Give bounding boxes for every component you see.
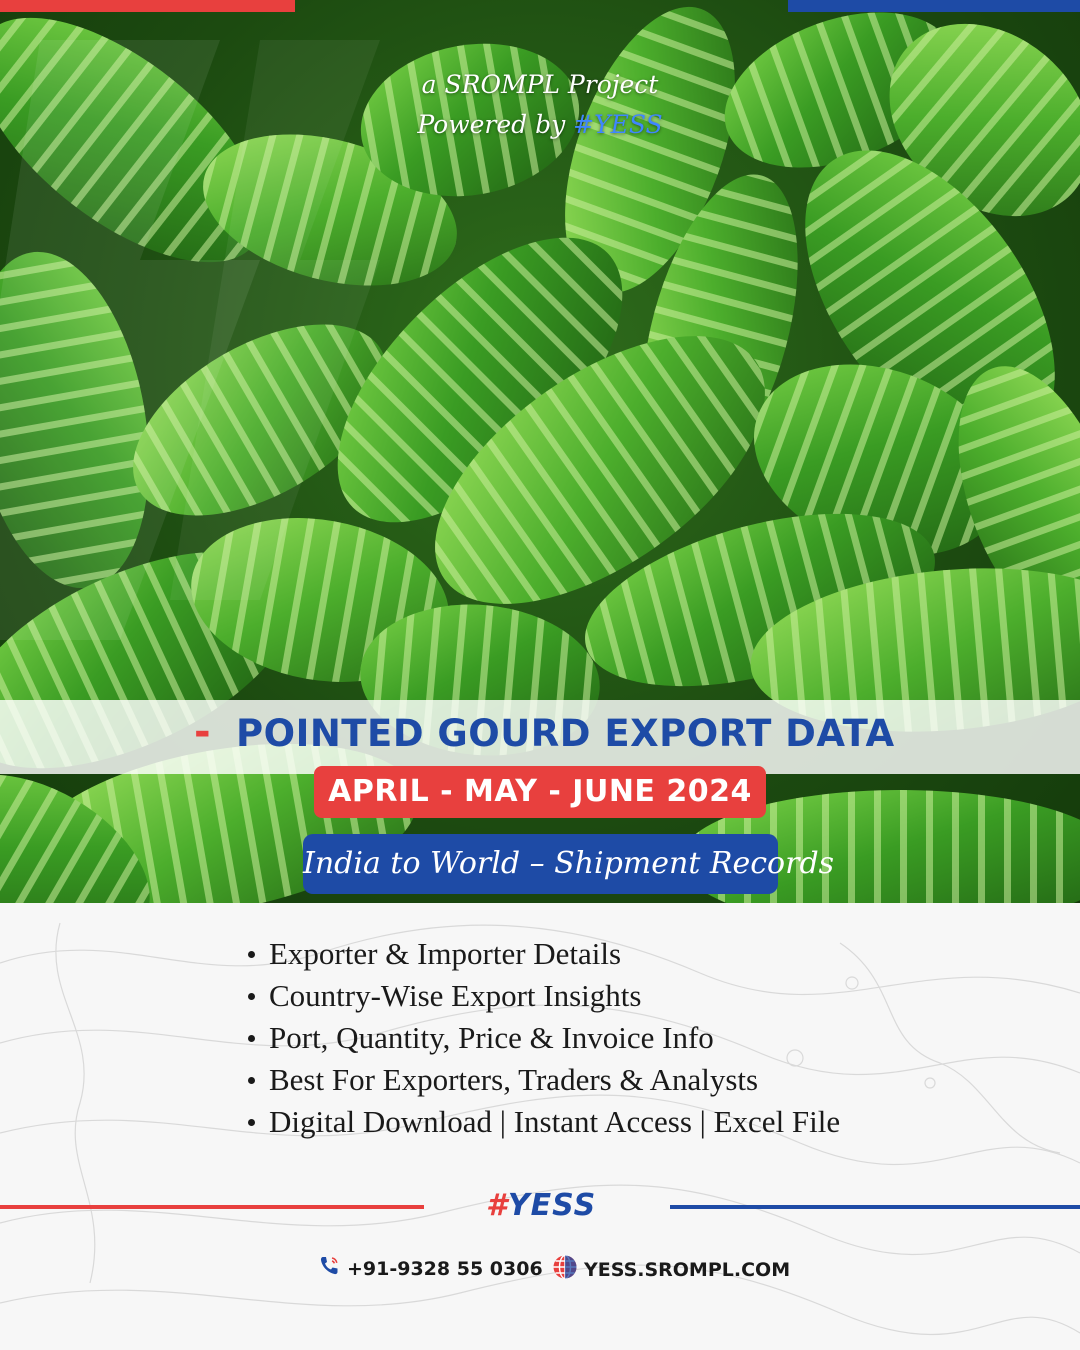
feature-item [248, 933, 840, 975]
feature-item [248, 1059, 840, 1101]
powered-by-label: Powered by [417, 110, 574, 139]
subtitle-badge: India to World – Shipment Records [303, 834, 778, 894]
bullet-icon [248, 1035, 255, 1042]
brand-hash: # [486, 1188, 508, 1223]
feature-text: Digital Download | Instant Access | Excel File [269, 1104, 841, 1139]
feature-list [248, 933, 840, 1143]
period-badge: APRIL - MAY - JUNE 2024 [314, 766, 766, 818]
feature-item [248, 1101, 840, 1143]
bullet-icon [248, 993, 255, 1000]
brand-logo [486, 1188, 596, 1223]
feature-item [248, 1017, 840, 1059]
bullet-icon [248, 951, 255, 958]
bullet-icon [248, 1077, 255, 1084]
footer-rule-red [0, 1205, 424, 1209]
top-accent-red [0, 0, 295, 12]
feature-text: Port, Quantity, Price & Invoice Info [269, 1020, 714, 1055]
phone-number: +91-9328 55 0306 [347, 1258, 543, 1280]
feature-item [248, 975, 840, 1017]
project-credit: a SROMPL Project [421, 70, 659, 99]
powered-by-tag: #YESS [573, 110, 663, 139]
feature-text: Best For Exporters, Traders & Analysts [269, 1062, 759, 1097]
page-title: POINTED GOURD EXPORT DATA [236, 712, 895, 755]
powered-by-credit [380, 110, 700, 139]
globe-icon [552, 1254, 578, 1287]
phone-icon [317, 1254, 341, 1285]
top-accent-blue [788, 0, 1080, 12]
footer-rule-blue [670, 1205, 1080, 1209]
bullet-icon [248, 1119, 255, 1126]
brand-name: YESS [507, 1188, 597, 1223]
website-url: YESS.SROMPL.COM [584, 1259, 791, 1281]
title-dash: - [194, 709, 211, 755]
phone-contact[interactable] [317, 1254, 543, 1285]
feature-text: Exporter & Importer Details [269, 936, 622, 971]
feature-text: Country-Wise Export Insights [269, 978, 642, 1013]
website-link[interactable] [552, 1254, 790, 1287]
